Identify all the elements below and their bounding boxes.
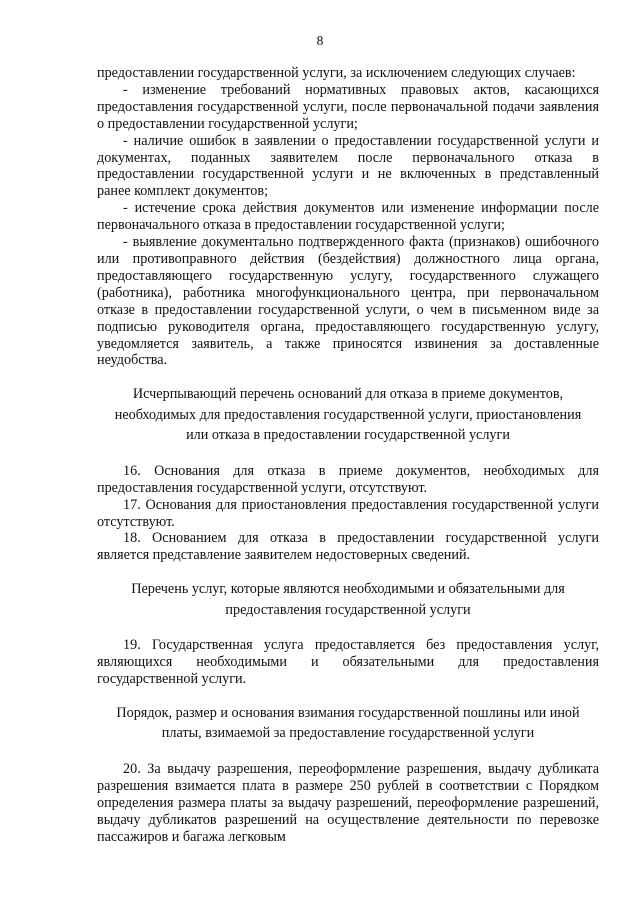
document-body — [97, 65, 599, 846]
paragraph-10: 20. За выдачу разрешения, переоформление разрешения, выдачу дубликата разрешения взимается плата в размере 250 рублей в соответствии с Порядком определения размера платы за выдачу разрешений, переоформление разрешений, выдачу дубликатов разрешений на осуществление деятельности по перевозке пассажиров и багажа легковым — [97, 760, 599, 845]
heading-line: Перечень услуг, которые являются необходимыми и обязательными для — [131, 581, 565, 598]
paragraph-1: предоставлении государственной услуги, за исключением следующих случаев: — [97, 65, 576, 81]
paragraph-3: - наличие ошибок в заявлении о предоставлении государственной услуги и документах, поданных заявителем после первоначального отказа в предоставлении государственной услуги и не включенных в представленный ранее комплект документов; — [97, 132, 599, 200]
paragraph-8: 18. Основанием для отказа в предоставлении государственной услуги является представление заявителем недостоверных сведений. — [97, 530, 599, 564]
section-spacer — [97, 620, 599, 637]
heading-line: или отказа в предоставлении государственной услуги — [186, 427, 510, 444]
paragraph-2: - изменение требований нормативных правовых актов, касающихся предоставления государственной услуги, после первоначальной подачи заявления о предоставлении государственной услуги; — [97, 81, 599, 132]
section-heading-2 — [97, 579, 599, 620]
heading-line: Исчерпывающий перечень оснований для отказа в приеме документов, — [132, 386, 564, 403]
paragraph-4: - истечение срока действия документов или изменение информации после первоначального отказа в предоставлении государственной услуги; — [97, 200, 599, 234]
section-heading-3 — [97, 703, 599, 744]
page-number: 8 — [316, 33, 324, 48]
paragraph-9: 19. Государственная услуга предоставляется без предоставления услуг, являющихся необходимыми и обязательными для предоставления государственной услуги. — [97, 637, 599, 688]
section-spacer — [97, 446, 599, 463]
heading-line: необходимых для предоставления государственной услуги, приостановления — [114, 406, 582, 423]
section-heading-1 — [97, 384, 599, 446]
section-spacer — [97, 369, 599, 384]
section-spacer — [97, 564, 599, 579]
section-spacer — [97, 688, 599, 703]
heading-line: предоставления государственной услуги — [225, 601, 471, 618]
paragraph-5: - выявление документально подтвержденного факта (признаков) ошибочного или противоправного действия (бездействия) должностного лица органа, предоставляющего государственную услугу, государственного служащего (работника), работника многофункционального центра, при первоначальном отказе в предоставлении государственной услуги, о чем в письменном виде за подписью руководителя органа, предоставляющего государственную услугу, уведомляется заявитель, а также приносятся извинения за доставленные неудобства. — [97, 234, 599, 369]
section-spacer — [97, 744, 599, 761]
heading-line: Порядок, размер и основания взимания государственной пошлины или иной — [116, 704, 580, 721]
heading-line: платы, взимаемой за предоставление государственной услуги — [161, 725, 535, 742]
paragraph-6: 16. Основания для отказа в приеме документов, необходимых для предоставления государственной услуги, отсутствуют. — [97, 462, 599, 496]
paragraph-7: 17. Основания для приостановления предоставления государственной услуги отсутствуют. — [97, 496, 599, 530]
